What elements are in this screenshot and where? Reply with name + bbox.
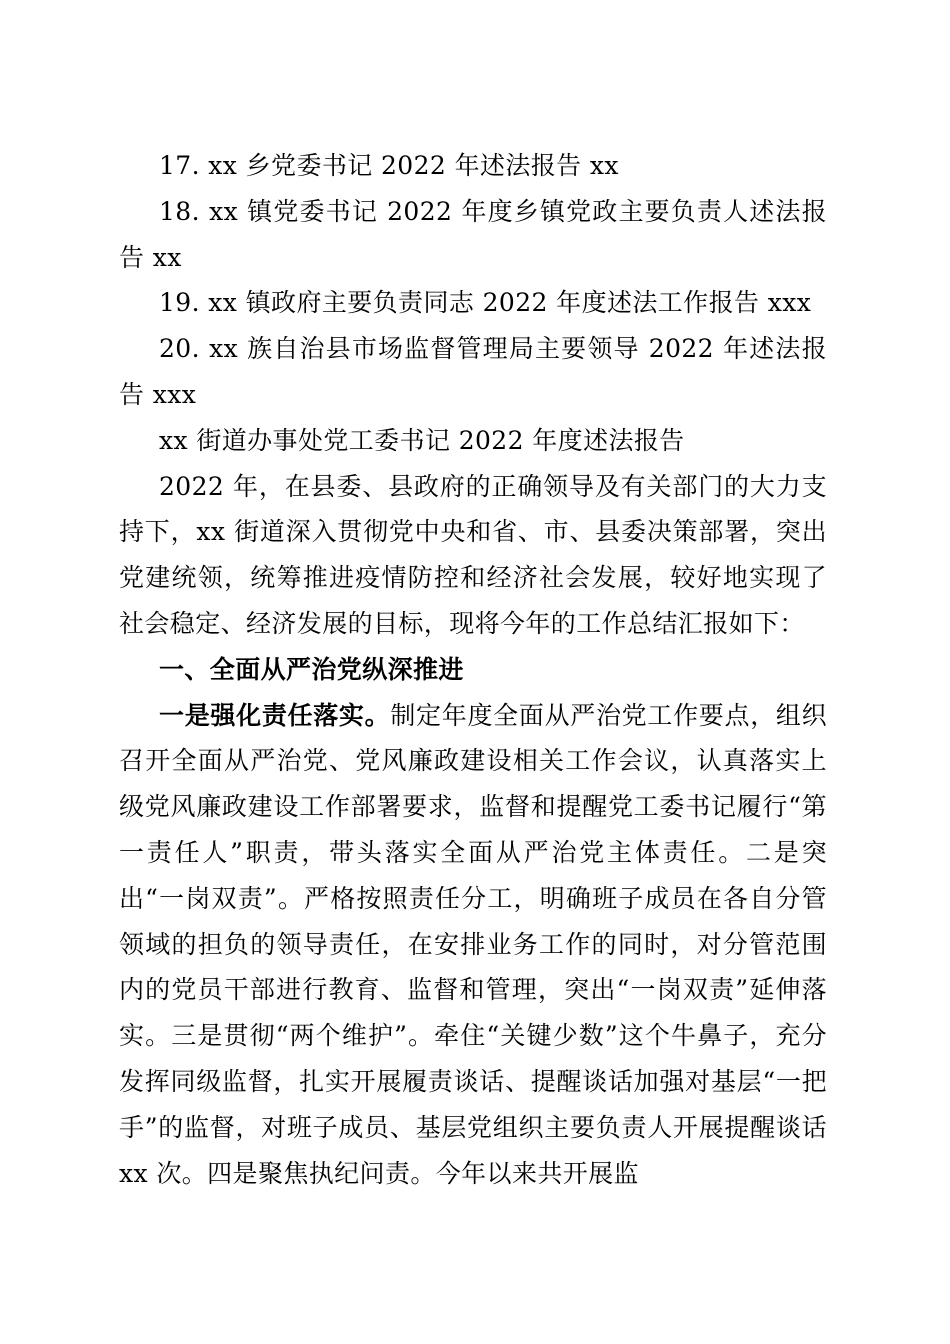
list-item-17: 17. xx 乡党委书记 2022 年述法报告 xx — [159, 151, 619, 180]
intro-paragraph: 2022 年，在县委、县政府的正确领导及有关部门的大力支持下，xx 街道深入贯彻党中央和省、市、县委决策部署，突出党建统领，统筹推进疫情防控和经济社会发展，较好地实现了社会稳定、经济发展的目标，现将今年的工作总结汇报如下： — [119, 471, 827, 638]
paragraph-lead: 一是强化责任落实。 — [159, 700, 391, 730]
document-body — [119, 143, 827, 1196]
paragraph-body: 制定年度全面从严治党工作要点，组织召开全面从严治党、党风廉政建设相关工作会议，认真落实上级党风廉政建设工作部署要求，监督和提醒党工委书记履行“第一责任人”职责，带头落实全面从严治党主体责任。二是突出“一岗双责”。严格按照责任分工，明确班子成员在各自分管领域的担负的领导责任，在安排业务工作的同时，对分管范围内的党员干部进行教育、监督和管理，突出“一岗双责”延伸落实。三是贯彻“两个维护”。牵住“关键少数”这个牛鼻子，充分发挥同级监督，扎实开展履责谈话、提醒谈话加强对基层“一把手”的监督，对班子成员、基层党组织主要负责人开展提醒谈话 xx 次。四是聚焦执纪问责。今年以来共开展监 — [119, 700, 827, 1188]
report-title: xx 街道办事处党工委书记 2022 年度述法报告 — [159, 425, 685, 455]
section-paragraph — [119, 693, 827, 1197]
list-item-19: 19. xx 镇政府主要负责同志 2022 年度述法工作报告 xxx — [159, 288, 812, 318]
section-heading: 一、全面从严治党纵深推进 — [159, 654, 464, 684]
list-item-18: 18. xx 镇党委书记 2022 年度乡镇党政主要负责人述法报告 xx — [119, 196, 827, 272]
list-item-20: 20. xx 族自治县市场监督管理局主要领导 2022 年述法报告 xxx — [119, 334, 827, 409]
